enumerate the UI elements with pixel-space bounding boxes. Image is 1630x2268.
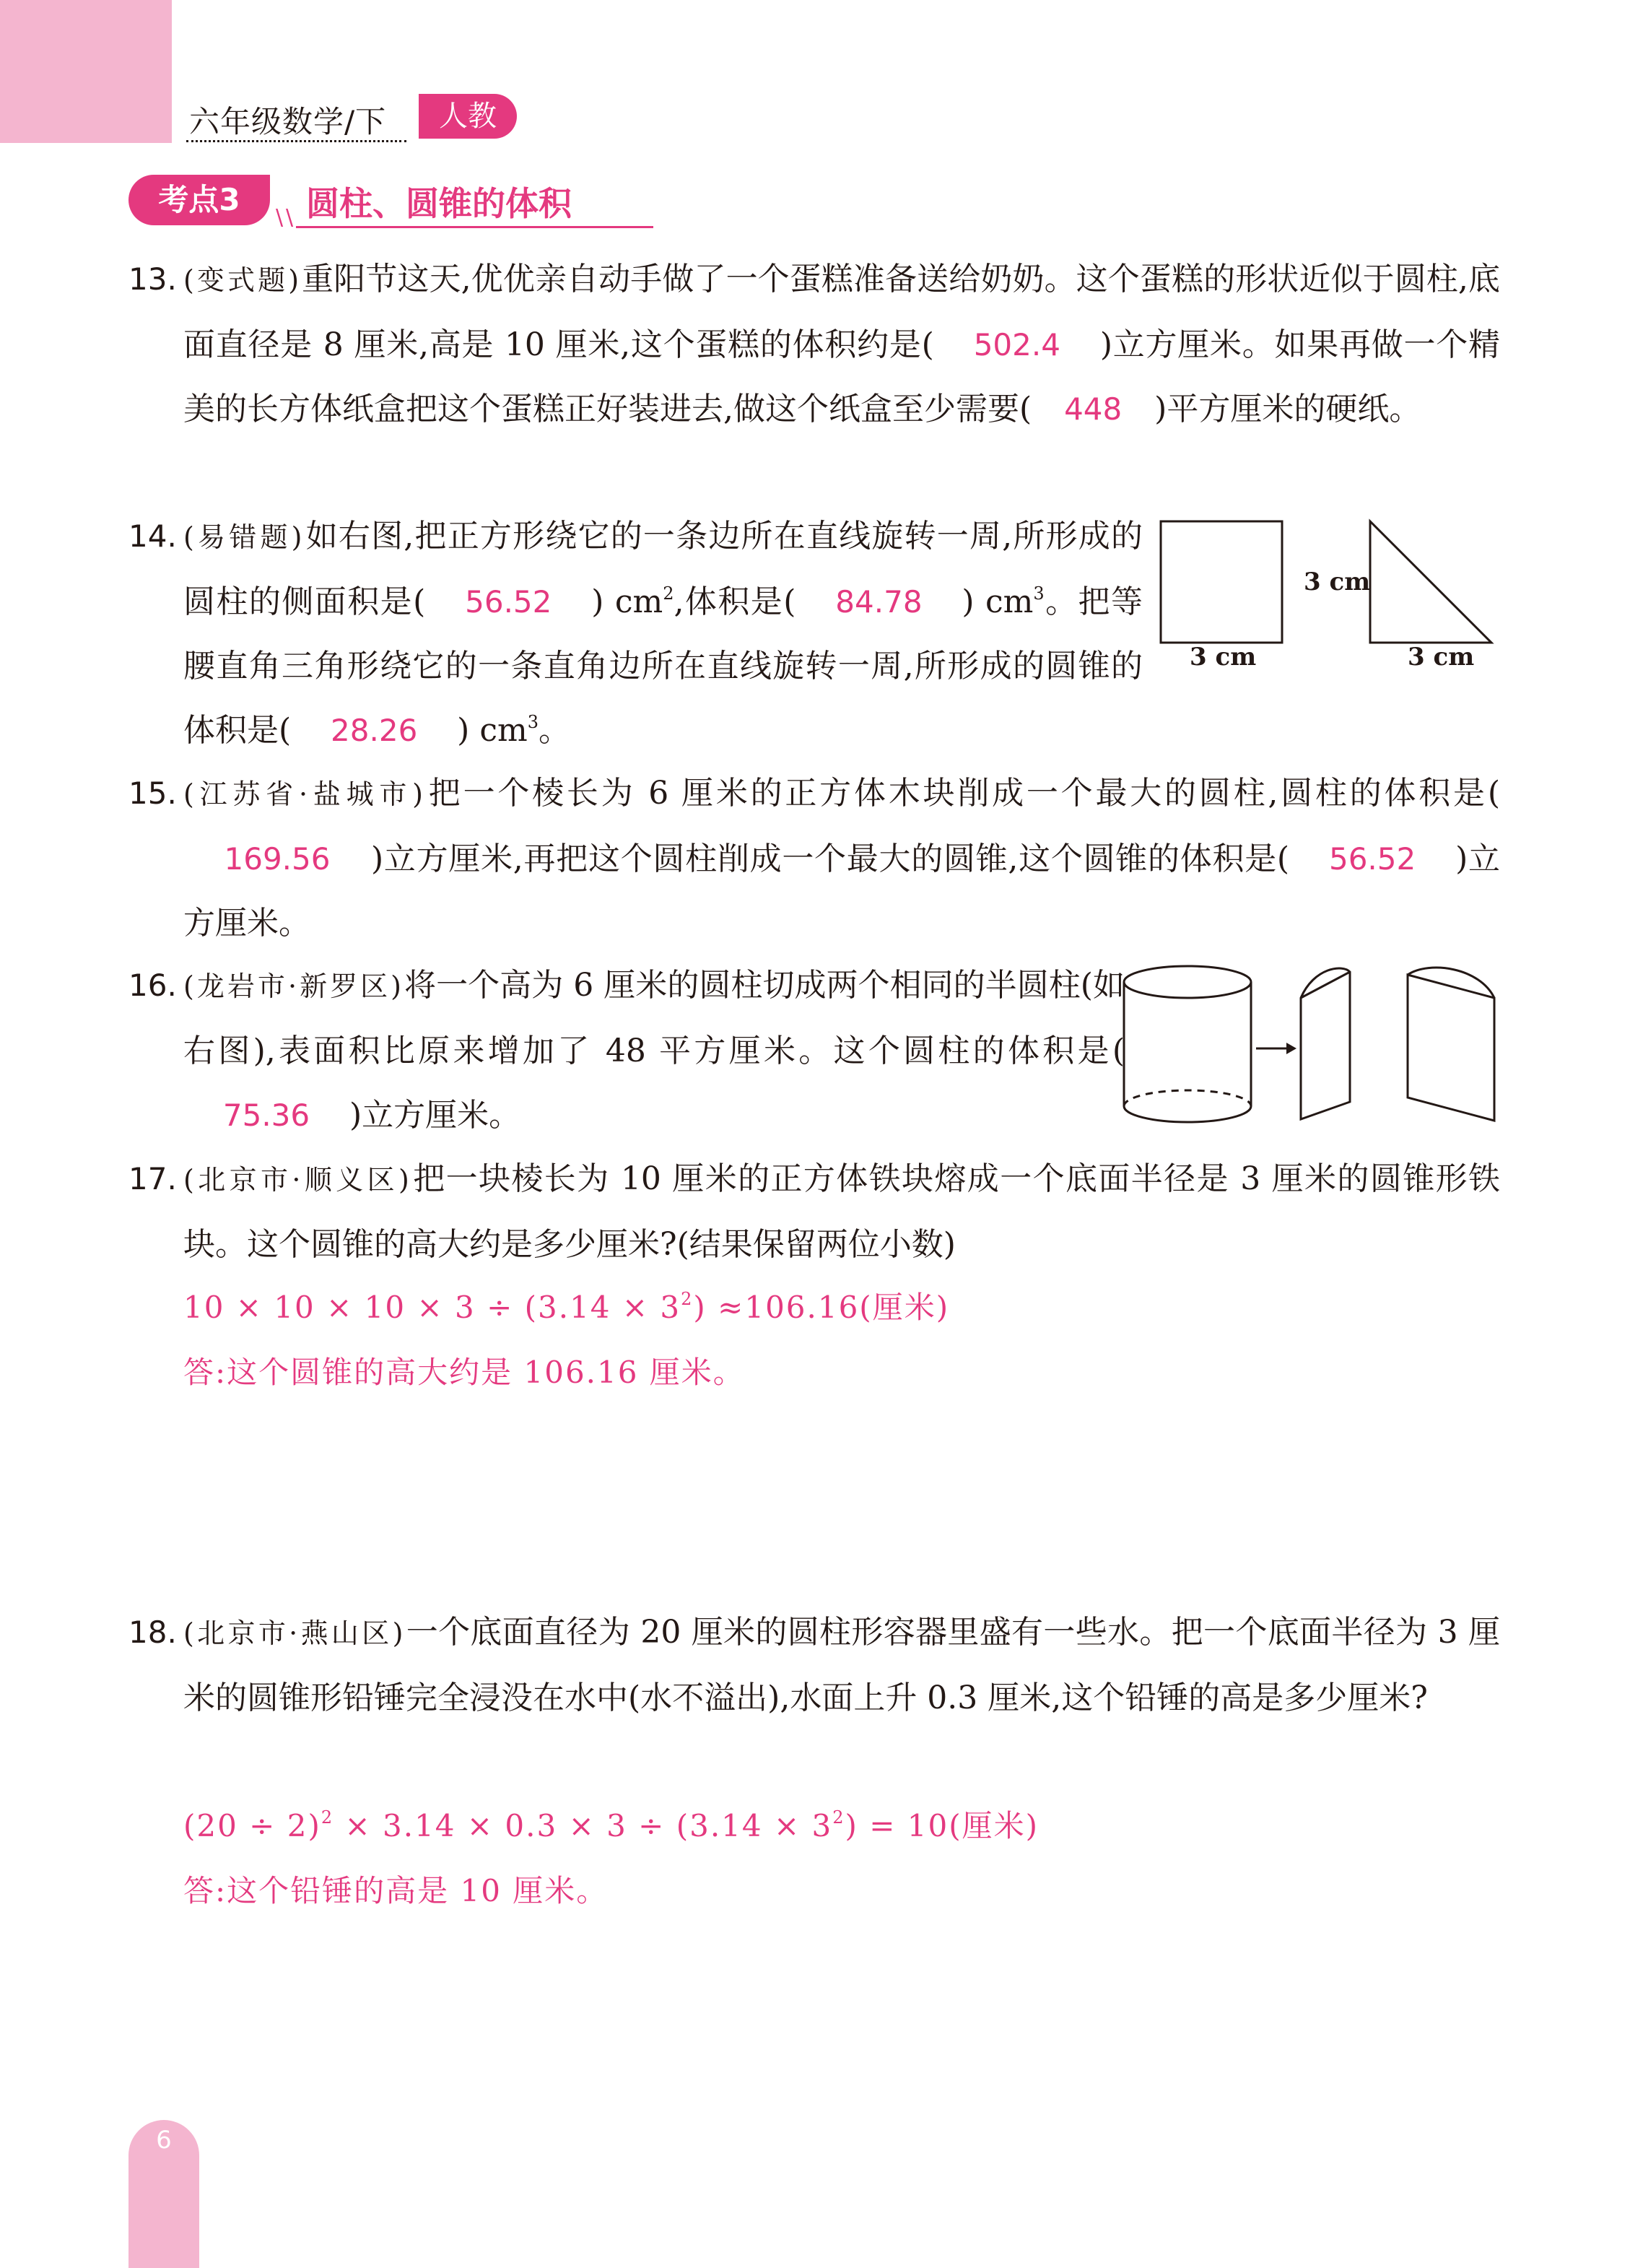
answer-blank: 56.52 (465, 584, 552, 620)
answer-blank: 84.78 (835, 584, 923, 620)
question-number: 13. (128, 261, 177, 297)
question-text: (北京市·燕山区)一个底面直径为 20 厘米的圆柱形容器里盛有一些水。把一个底面半径为 3 厘米的圆锥形铅锤完全浸没在水中(水不溢出),水面上升 0.3 厘米,这个铅锤的高是多少厘米? (183, 1614, 1500, 1716)
question-number: 15. (128, 775, 177, 811)
answer-blank: 75.36 (222, 1098, 310, 1133)
question-number: 17. (128, 1161, 177, 1196)
question-source: (易错题) (183, 521, 305, 553)
section-decoration: \ (286, 205, 294, 230)
section-title: 圆柱、圆锥的体积 (306, 184, 572, 223)
question-text: (江苏省·盐城市)把一个棱长为 6 厘米的正方体木块削成一个最大的圆柱,圆柱的体积是(169.56 )立方厘米,再把这个圆柱削成一个最大的圆锥,这个圆锥的体积是( 56.52 )立方厘米。 (183, 775, 1501, 942)
question-number: 18. (128, 1615, 177, 1650)
section-decoration: \ (276, 205, 284, 230)
question-source: (变式题) (183, 264, 302, 296)
section-underline (296, 226, 653, 228)
cylinder-cut-figure (1119, 960, 1502, 1134)
answer-blank: 28.26 (331, 713, 418, 748)
question-text: (变式题)重阳节这天,优优亲自动手做了一个蛋糕准备送给奶奶。这个蛋糕的形状近似于圆柱,底面直径是 8 厘米,高是 10 厘米,这个蛋糕的体积约是( 502.4 )立方厘米。如果再做一个精美的长方体纸盒把这个蛋糕正好装进去,做这个纸盒至少需要( 448 )平方厘米的硬纸。 (128, 247, 1500, 441)
corner-tab (0, 0, 172, 143)
question-13 (128, 247, 1500, 441)
question-17 (128, 1147, 1500, 1277)
book-title: 六年级数学/下 (189, 104, 387, 139)
question-source: (龙岩市·新罗区) (183, 970, 405, 1002)
header-underline (186, 140, 406, 142)
question-text: (易错题)如右图,把正方形绕它的一条边所在直线旋转一周,所形成的圆柱的侧面积是( 56.52 ) $cm^2$,体积是( 84.78 ) $cm^3$。把等腰直角三角形绕它的一条直角边所在直线旋转一周,所形成的圆锥的体积是( 28.26 ) $cm^3$。 (128, 504, 1143, 762)
square-side-label: 3 cm (1190, 643, 1257, 672)
edition-badge: 人教 (419, 94, 517, 139)
question-number: 16. (128, 968, 177, 1003)
question-18 (128, 1600, 1500, 1730)
question-source: (北京市·燕山区) (183, 1617, 406, 1649)
page-number: 6 (156, 2126, 172, 2155)
solution-answer: 答:这个圆锥的高大约是 106.16 厘米。 (183, 1355, 745, 1390)
solution-formula: $10 \times 10 \times 10 \times 3 \div (3.14 \times 3^2) \approx 106.16$(厘米) (183, 1289, 950, 1325)
question-source: (江苏省·盐城市) (183, 778, 427, 810)
question-number: 14. (128, 518, 177, 554)
question-16 (128, 953, 1125, 1147)
solution-formula: $(20 \div 2)^2 \times 3.14 \times 0.3 \times 3 \div (3.14 \times 3^2) = 10$(厘米) (183, 1807, 1040, 1843)
triangle-base-label: 3 cm (1408, 643, 1475, 672)
question-14 (128, 504, 1143, 762)
question-text: (龙岩市·新罗区)将一个高为 6 厘米的圆柱切成两个相同的半圆柱(如右图),表面积比原来增加了 48 平方厘米。这个圆柱的体积是(75.36 )立方厘米。 (128, 953, 1125, 1147)
question-text: (北京市·顺义区)把一块棱长为 10 厘米的正方体铁块熔成一个底面半径是 3 厘米的圆锥形铁块。这个圆锥的高大约是多少厘米?(结果保留两位小数) (183, 1160, 1500, 1263)
answer-blank: 502.4 (973, 327, 1060, 362)
question-source: (北京市·顺义区) (183, 1164, 412, 1196)
section-badge: 考点3 (128, 175, 270, 225)
answer-blank: 448 (1064, 391, 1123, 427)
triangle-leg-label: 3 cm (1304, 568, 1371, 596)
answer-blank: 169.56 (224, 841, 331, 877)
question-15 (128, 761, 1500, 955)
solution-answer: 答:这个铅锤的高是 10 厘米。 (183, 1873, 609, 1908)
answer-blank: 56.52 (1328, 841, 1416, 877)
